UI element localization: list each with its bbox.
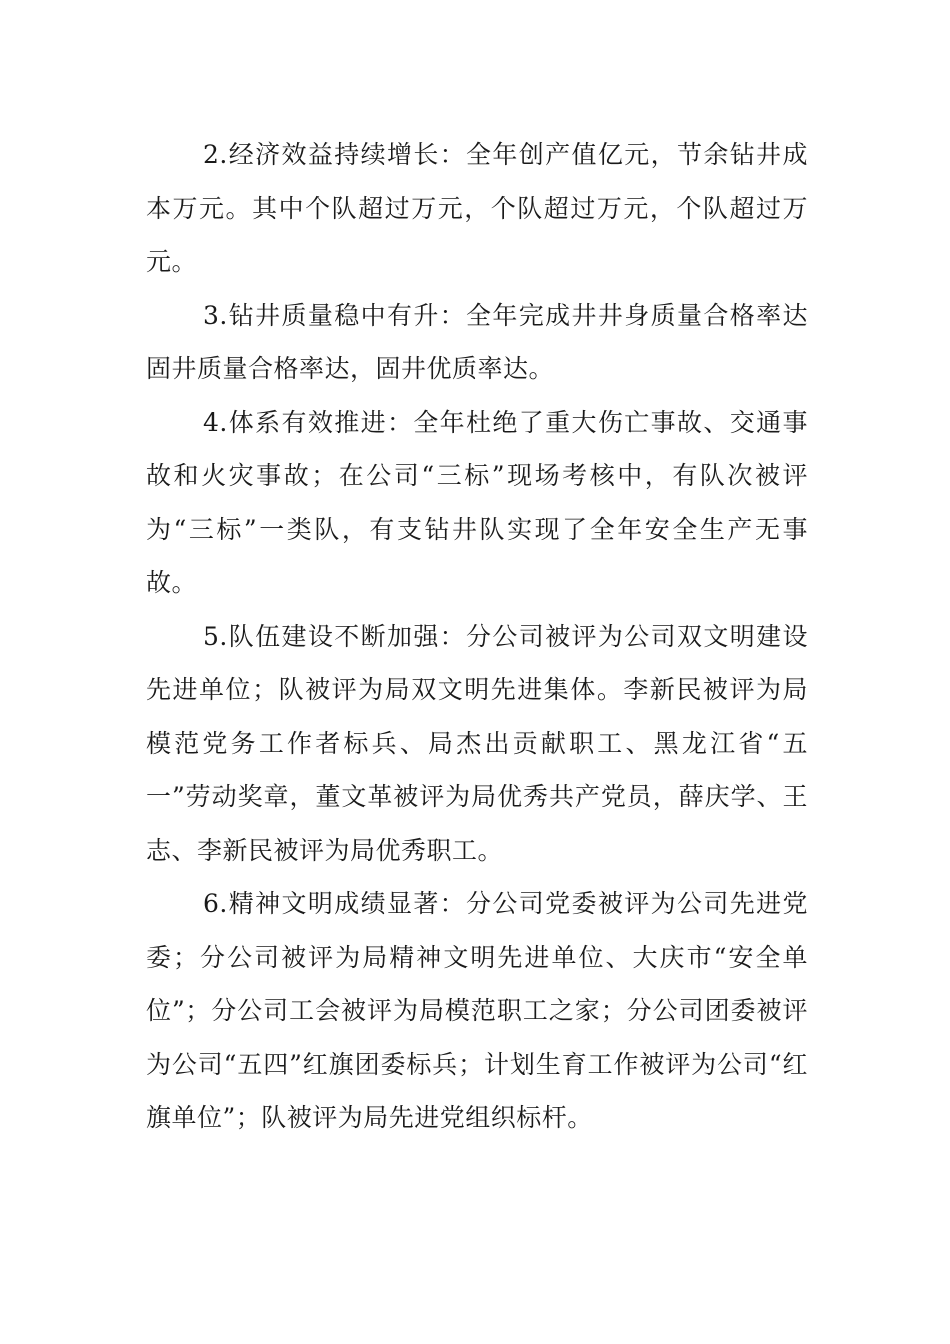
paragraph-team-building: 5.队伍建设不断加强：分公司被评为公司双文明建设先进单位；队被评为局双文明先进集体。李新民被评为局模范党务工作者标兵、局杰出贡献职工、黑龙江省“五一”劳动奖章，董文革被评为局优秀共产党员，薛庆学、王志、李新民被评为局优秀职工。 bbox=[146, 621, 808, 865]
document-body bbox=[146, 128, 808, 1145]
paragraph-spiritual-civilization: 6.精神文明成绩显著：分公司党委被评为公司先进党委；分公司被评为局精神文明先进单位、大庆市“安全单位”；分公司工会被评为局模范职工之家；分公司团委被评为公司“五四”红旗团委标兵；计划生育工作被评为公司“红旗单位”；队被评为局先进党组织标杆。 bbox=[146, 889, 808, 1132]
paragraph-drilling-quality: 3.钻井质量稳中有升：全年完成井井身质量合格率达固井质量合格率达，固井优质率达。 bbox=[146, 300, 808, 383]
paragraph-economic-benefit: 2.经济效益持续增长：全年创产值亿元，节余钻井成本万元。其中个队超过万元，个队超过万元，个队超过万元。 bbox=[146, 140, 808, 276]
paragraph-system-progress: 4.体系有效推进：全年杜绝了重大伤亡事故、交通事故和火灾事故；在公司“三标”现场考核中，有队次被评为“三标”一类队，有支钻井队实现了全年安全生产无事故。 bbox=[146, 407, 808, 597]
